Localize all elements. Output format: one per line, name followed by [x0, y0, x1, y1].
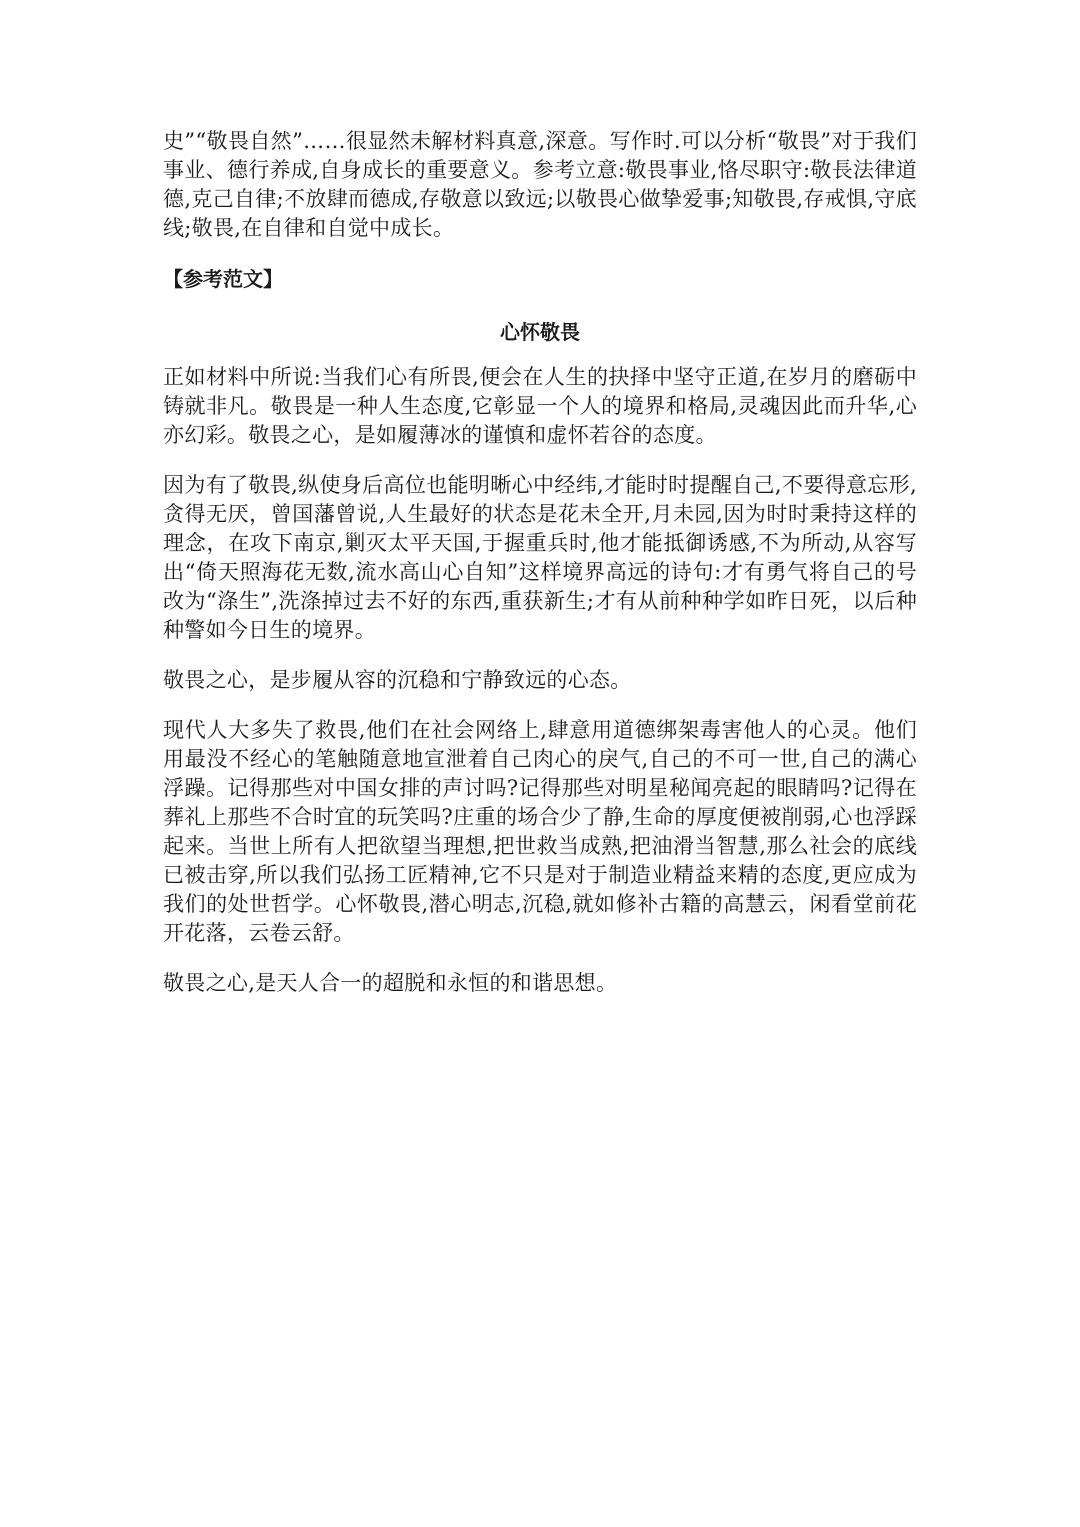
essay-title: 心怀敬畏 [500, 320, 580, 344]
essay-paragraph-4: 现代人大多失了救畏,他们在社会网络上,肆意用道德绑架毒害他人的心灵。他们用最没不经心的笔触随意地宣泄着自己肉心的戾气,自己的不可一世,自己的满心浮躁。记得那些对中国女排的声讨吗?记得那些对明星秘闻亮起的眼睛吗?记得在葬礼上那些不合时宜的玩笑吗?庄重的场合少了静,生命的厚度便被削弱,心也浮踩起来。当世上所有人把欲望当理想,把世救当成熟,把油滑当智慧,那么社会的底线已被击穿,所以我们弘扬工匠精神,它不只是对于制造业精益来精的态度,更应成为我们的处世哲学。心怀敬畏,潜心明志,沉稳,就如修补古籍的高慧云，闲看堂前花开花落，云卷云舒。 [163, 718, 917, 945]
essay-paragraph-5: 敬畏之心,是天人合一的超脱和永恒的和谐思想。 [163, 971, 618, 995]
essay-paragraph-3: 敬畏之心，是步履从容的沉稳和宁静致远的心态。 [163, 668, 632, 692]
intro-paragraph: 史”“敬畏自然”……很显然未解材料真意,深意。写作时.可以分析“敬畏”对于我们事业、德行养成,自身成长的重要意义。参考立意:敬畏事业,恪尽职守:敬長法律道德,克己自律;不放肆而德成,存敬意以致远;以敬畏心做挚爱事;知敬畏,存戒惧,守底线;敬畏,在自律和自觉中成长。 [163, 129, 917, 240]
essay-paragraph-1: 正如材料中所说:当我们心有所畏,便会在人生的抉择中坚守正道,在岁月的磨砺中铸就非凡。敬畏是一种人生态度,它彰显一个人的境界和格局,灵魂因此而升华,心亦幻彩。敬畏之心，是如履薄冰的谨慎和虚怀若谷的态度。 [163, 365, 917, 447]
section-label: 【参考范文】 [163, 267, 283, 291]
document-page [163, 127, 917, 1019]
essay-paragraph-2: 因为有了敬畏,纵使身后高位也能明晰心中经纬,才能时时提醒自己,不要得意忘形,贪得无厌，曾国藩曾说,人生最好的状态是花未全开,月未园,因为时时秉持这样的理念，在攻下南京,剿灭太平天国,于握重兵时,他才能抵御诱感,不为所动,从容写出“倚天照海花无数,流水高山心自知”这样境界高远的诗句:才有勇气将自己的号改为“涤生”,洗涤掉过去不好的东西,重获新生;才有从前种种学如昨日死，以后种种警如今日生的境界。 [163, 473, 917, 642]
